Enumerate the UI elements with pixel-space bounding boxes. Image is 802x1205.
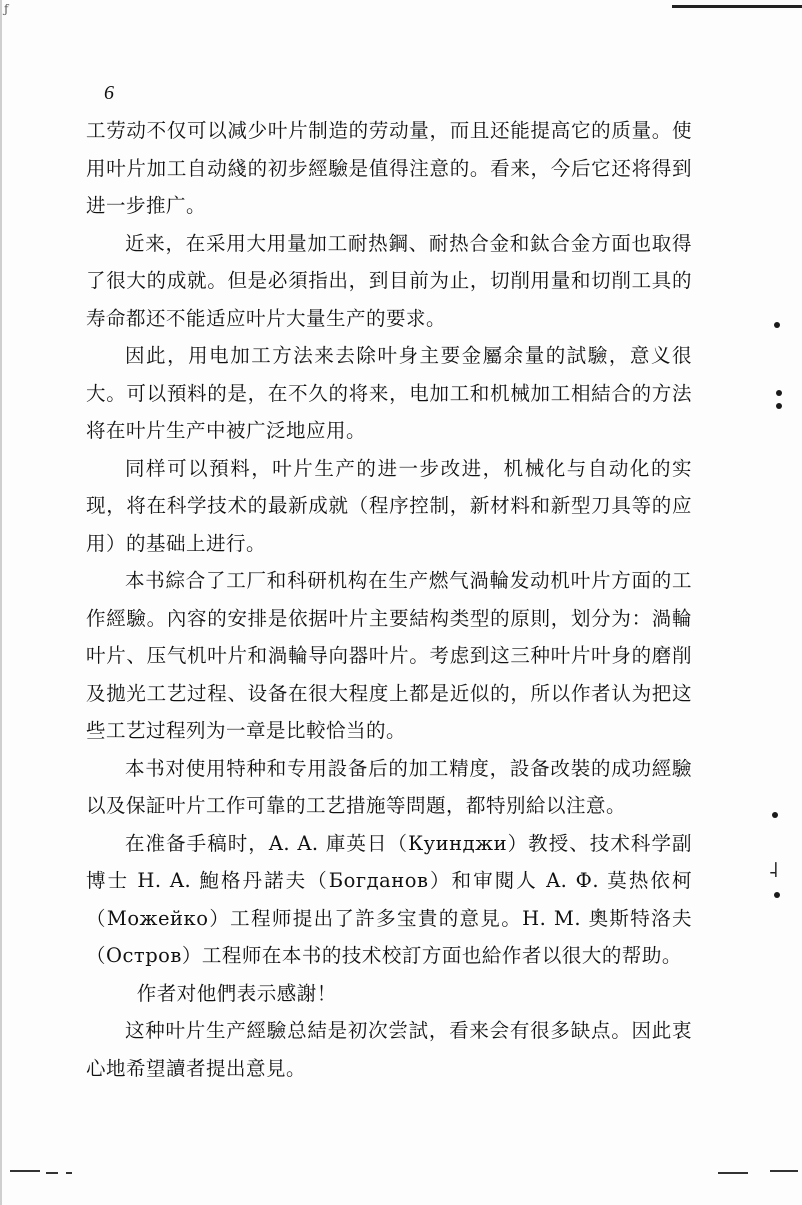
scan-bottom-dash bbox=[66, 1172, 72, 1174]
paragraph: 本书綜合了工厂和科研机构在生产燃气渦輪发动机叶片方面的工作經驗。內容的安排是依据叶片主要結构类型的原則，划分为：渦輪叶片、压气机叶片和渦輪导向器叶片。考虑到这三种叶片叶身的磨削及拋光工艺过程、设备在很大程度上都是近似的，所以作者认为把这些工艺过程列为一章是比較恰当的。 bbox=[86, 569, 692, 742]
paragraph: 这种叶片生产經驗总結是初次尝試，看来会有很多缺点。因此衷心地希望讀者提出意見。 bbox=[86, 1019, 692, 1080]
scan-margin-dot bbox=[774, 892, 780, 898]
scan-bottom-dash bbox=[770, 1170, 798, 1172]
scan-bottom-dash bbox=[10, 1170, 40, 1172]
scan-left-edge bbox=[0, 0, 2, 1205]
paragraph: 本书对使用特种和专用設备后的加工精度，設备改裝的成功經驗以及保証叶片工作可靠的工艺措施等問題，都特別給以注意。 bbox=[86, 756, 692, 817]
paragraph: 作者对他們表示感謝！ bbox=[136, 981, 337, 1005]
scan-margin-dot bbox=[774, 322, 780, 328]
scan-margin-dot bbox=[772, 812, 778, 818]
scan-bottom-dash bbox=[718, 1172, 748, 1174]
scan-margin-dot bbox=[776, 390, 782, 396]
paragraph: 近来，在采用大用量加工耐热鋼、耐热合金和鈦合金方面也取得了很大的成就。但是必須指出，到目前为止，切削用量和切削工具的寿命都还不能适应叶片大量生产的要求。 bbox=[86, 231, 692, 330]
body-text bbox=[86, 112, 692, 1087]
scan-margin-dot bbox=[776, 403, 782, 409]
scan-bottom-dash bbox=[46, 1172, 58, 1174]
page-number: 6 bbox=[104, 82, 114, 104]
scan-margin-mark: ˨ bbox=[768, 858, 779, 883]
paragraph: 在准备手稿时，A. A. 庫英日（Куинджи）教授、技术科学副博士 H. A. 鮑格丹諾夫（Богданов）和审閱人 A. Ф. 莫热依柯（Можейко）工程师提出了許多宝貴的意見。H. M. 奧斯特洛夫（Остров）工程师在本书的技术校訂方面也給作者以很大的帮助。 bbox=[86, 831, 692, 967]
paragraph: 因此，用电加工方法来去除叶身主要金屬余量的試驗，意义很大。可以預料的是，在不久的将来，电加工和机械加工相結合的方法将在叶片生产中被广泛地应用。 bbox=[86, 344, 692, 442]
scan-top-rule bbox=[672, 5, 802, 8]
scan-corner-mark: ƒ bbox=[4, 2, 9, 16]
paragraph: 同样可以預料，叶片生产的进一步改进，机械化与自动化的实现，将在科学技术的最新成就（程序控制，新材料和新型刀具等的应用）的基础上进行。 bbox=[86, 456, 692, 555]
paragraph: 工劳动不仅可以减少叶片制造的劳动量，而且还能提高它的质量。使用叶片加工自动綫的初步經驗是值得注意的。看来，今后它还将得到进一步推广。 bbox=[86, 119, 692, 217]
